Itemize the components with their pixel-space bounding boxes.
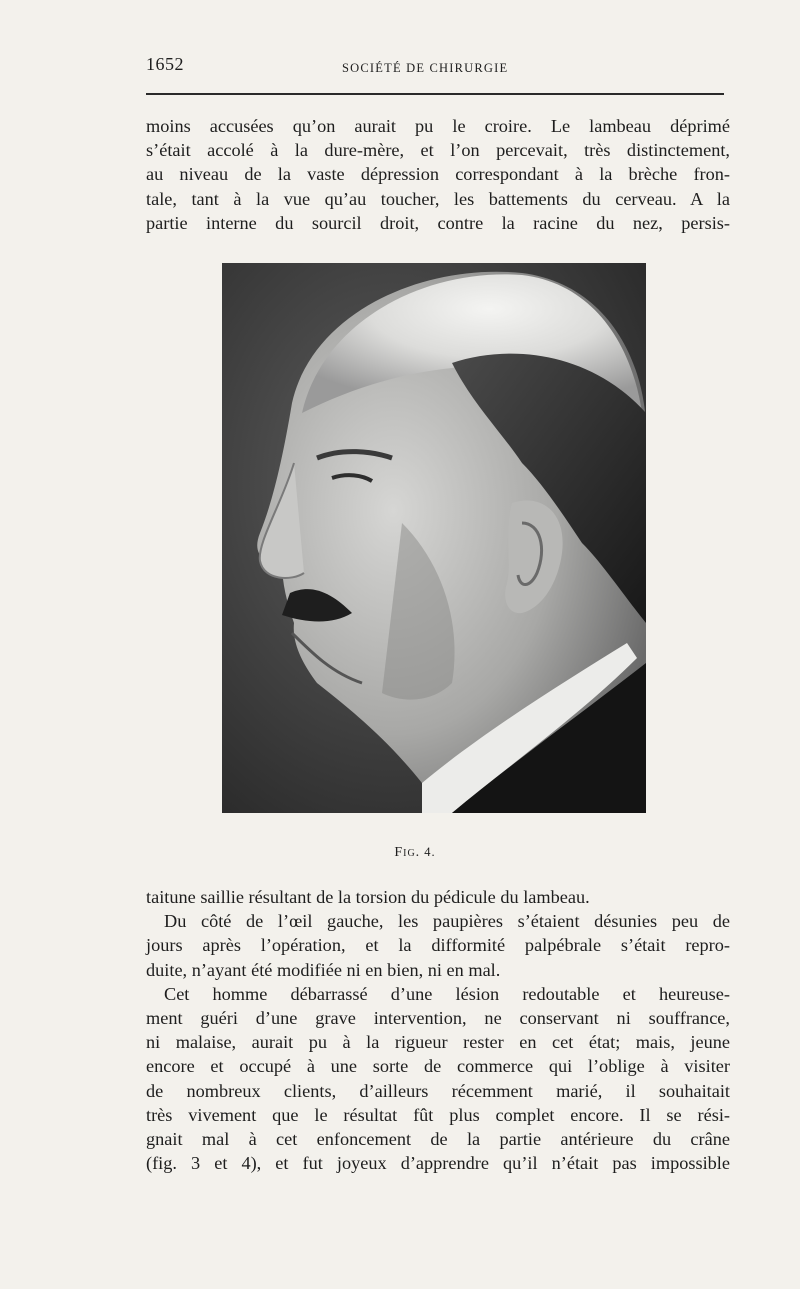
text-line: s’était accolé à la dure-mère, et l’on percevait, très distinctement,	[146, 140, 730, 161]
caption-number: 4.	[424, 845, 436, 859]
page-header	[146, 50, 724, 90]
text-line: gnait mal à cet enfoncement de la partie antérieure du crâne	[146, 1129, 730, 1150]
paragraph	[146, 885, 730, 909]
text-line: moins accusées qu’on aurait pu le croire. Le lambeau déprimé	[146, 116, 730, 136]
text-line: au niveau de la vaste dépression correspondant à la brèche fron-	[146, 164, 730, 185]
text-line: tale, tant à la vue qu’au toucher, les battements du cerveau. A la	[146, 188, 730, 209]
text-line: encore et occupé à une sorte de commerce qui l’oblige à visiter	[146, 1056, 730, 1077]
caption-prefix: Fig.	[394, 845, 421, 860]
text-line: ment guéri d’une grave intervention, ne conservant ni souffrance,	[146, 1008, 730, 1029]
text-line: de nombreux clients, d’ailleurs récemment marié, il souhaitait	[146, 1080, 730, 1101]
text-line: taitune saillie résultant de la torsion du pédicule du lambeau.	[146, 887, 590, 907]
text-line: (fig. 3 et 4), et fut joyeux d’apprendre qu’il n’était pas impossible	[146, 1153, 730, 1174]
text-line: Cet homme débarrassé d’une lésion redoutable et heureuse-	[164, 983, 730, 1004]
paragraph	[146, 982, 730, 1176]
portrait-photograph	[222, 263, 646, 813]
text-line: Du côté de l’œil gauche, les paupières s’étaient désunies peu de	[164, 911, 730, 932]
running-head: SOCIÉTÉ DE CHIRURGIE	[342, 61, 509, 75]
text-line: ni malaise, aurait pu à la rigueur rester en cet état; mais, jeune	[146, 1032, 730, 1053]
paragraph	[146, 909, 730, 982]
text-line: très vivement que le résultat fût plus complet encore. Il se rési-	[146, 1104, 730, 1125]
bottom-text	[146, 885, 730, 1175]
text-line: duite, n’ayant été modifiée ni en bien, ni en mal.	[146, 959, 501, 980]
top-paragraph	[146, 114, 730, 235]
figure-caption	[0, 845, 800, 861]
page-number: 1652	[146, 54, 184, 74]
header-rule	[146, 93, 724, 95]
text-line: jours après l’opération, et la difformité palpébrale s’était repro-	[146, 935, 730, 956]
text-line: partie interne du sourcil droit, contre la racine du nez, persis-	[146, 212, 730, 233]
